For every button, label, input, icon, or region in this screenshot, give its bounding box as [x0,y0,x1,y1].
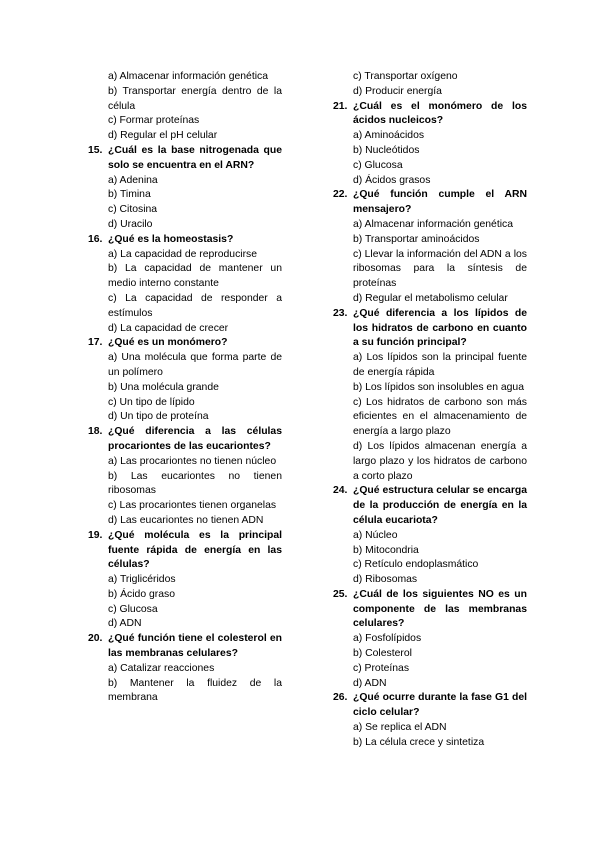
answer-option: b) Ácido graso [108,588,175,600]
answer-option: b) Transportar energía dentro de la célula [108,85,282,112]
question-text: ¿Qué es un monómero? [108,337,228,349]
question [88,529,282,573]
answer-option: d) Los lípidos almacenan energía a largo plazo y los hidratos de carbono a corto plazo [353,440,527,482]
question [333,188,527,218]
answer-option: a) Núcleo [353,529,398,541]
answer-option: c) La capacidad de responder a estímulos [108,292,282,319]
answer-option: a) Almacenar información genética [108,71,268,82]
question [88,425,282,455]
question-number: 24. [333,485,348,497]
answer-option: b) Una molécula grande [108,381,219,393]
question [88,336,282,351]
answer-option: b) Las eucariontes no tienen ribosomas [108,470,282,497]
answer-option: b) Nucleótidos [353,144,420,156]
answer-option: a) Las procariontes no tienen núcleo [108,455,277,467]
answer-option: a) Adenina [108,174,158,186]
question-number: 25. [333,588,348,600]
answer-option: c) Transportar oxígeno [353,71,458,82]
question-number: 26. [333,692,348,704]
answer-option: c) Retículo endoplasmático [353,559,479,571]
question [333,588,527,632]
answer-option: b) Mantener la fluidez de la membrana [108,677,282,704]
answer-option: b) Colesterol [353,648,412,660]
question [88,233,282,248]
question-text: ¿Cuál de los siguientes NO es un componente de las membranas celulares? [353,588,527,630]
question [333,691,527,721]
question-number: 15. [88,144,103,156]
answer-option: a) Los lípidos son la principal fuente de energía rápida [353,352,527,378]
right-column [333,70,527,751]
question [333,100,527,130]
question-text: ¿Qué es la homeostasis? [108,233,234,245]
answer-option: b) Los lípidos son insolubles en agua [353,381,524,393]
left-column [88,70,282,706]
answer-option: d) Ribosomas [353,574,418,586]
answer-option: d) Producir energía [353,85,442,97]
answer-option: d) La capacidad de crecer [108,322,229,334]
question-text: ¿Qué función tiene el colesterol en las membranas celulares? [108,633,282,660]
question [88,632,282,662]
question-number: 16. [88,233,103,245]
answer-option: c) Un tipo de lípido [108,396,195,408]
answer-option: a) Almacenar información genética [353,218,513,230]
answer-option: d) ADN [353,677,387,689]
question-text: ¿Cuál es el monómero de los ácidos nucleicos? [353,100,527,127]
answer-option: a) Se replica el ADN [353,722,447,734]
answer-option: b) La célula crece y sintetiza [353,736,485,748]
question-number: 22. [333,189,348,201]
question-text: ¿Qué función cumple el ARN mensajero? [353,189,527,216]
answer-option: c) Glucosa [353,159,403,171]
answer-option: d) Ácidos grasos [353,174,431,186]
answer-option: a) Una molécula que forma parte de un polímero [108,352,282,378]
answer-option: a) La capacidad de reproducirse [108,248,258,260]
question [88,144,282,174]
question-number: 18. [88,426,103,438]
question-number: 20. [88,633,103,645]
question-text: ¿Qué diferencia a las células procariontes de las eucariontes? [108,426,282,452]
answer-option: b) Timina [108,189,151,201]
answer-option: c) Glucosa [108,603,158,615]
question-number: 19. [88,529,103,541]
answer-option: a) Triglicéridos [108,574,176,586]
answer-option: c) Citosina [108,204,158,216]
answer-option: c) Llevar la información del ADN a los ribosomas para la síntesis de proteínas [353,248,527,290]
question-text: ¿Qué estructura celular se encarga de la producción de energía en la célula eucariota? [353,485,527,526]
question-text: ¿Cuál es la base nitrogenada que solo se encuentra en el ARN? [108,144,282,171]
answer-option: d) ADN [108,618,142,630]
question-number: 23. [333,307,348,319]
answer-option: c) Los hidratos de carbono son más eficientes en el almacenamiento de energía a largo plazo [353,396,527,438]
question-number: 17. [88,337,103,349]
question-text: ¿Qué diferencia a los lípidos de los hidratos de carbono en cuanto a su función principal? [353,307,527,349]
question-text: ¿Qué molécula es la principal fuente rápida de energía en las células? [108,529,282,571]
question [333,307,527,351]
answer-option: a) Catalizar reacciones [108,662,215,674]
answer-option: d) Un tipo de proteína [108,411,209,423]
question-text: ¿Qué ocurre durante la fase G1 del ciclo celular? [353,692,527,719]
answer-option: c) Formar proteínas [108,115,200,127]
answer-option: c) Las procariontes tienen organelas [108,500,277,512]
question-number: 21. [333,100,348,112]
answer-option: a) Fosfolípidos [353,633,422,645]
answer-option: c) Proteínas [353,662,410,674]
answer-option: b) Mitocondria [353,544,419,556]
answer-option: d) Las eucariontes no tienen ADN [108,514,264,526]
answer-option: b) La capacidad de mantener un medio interno constante [108,263,282,290]
question [333,484,527,528]
answer-option: d) Uracilo [108,218,153,230]
answer-option: a) Aminoácidos [353,130,425,142]
answer-option: d) Regular el pH celular [108,130,218,142]
answer-option: b) Transportar aminoácidos [353,233,480,245]
answer-option: d) Regular el metabolismo celular [353,292,508,304]
